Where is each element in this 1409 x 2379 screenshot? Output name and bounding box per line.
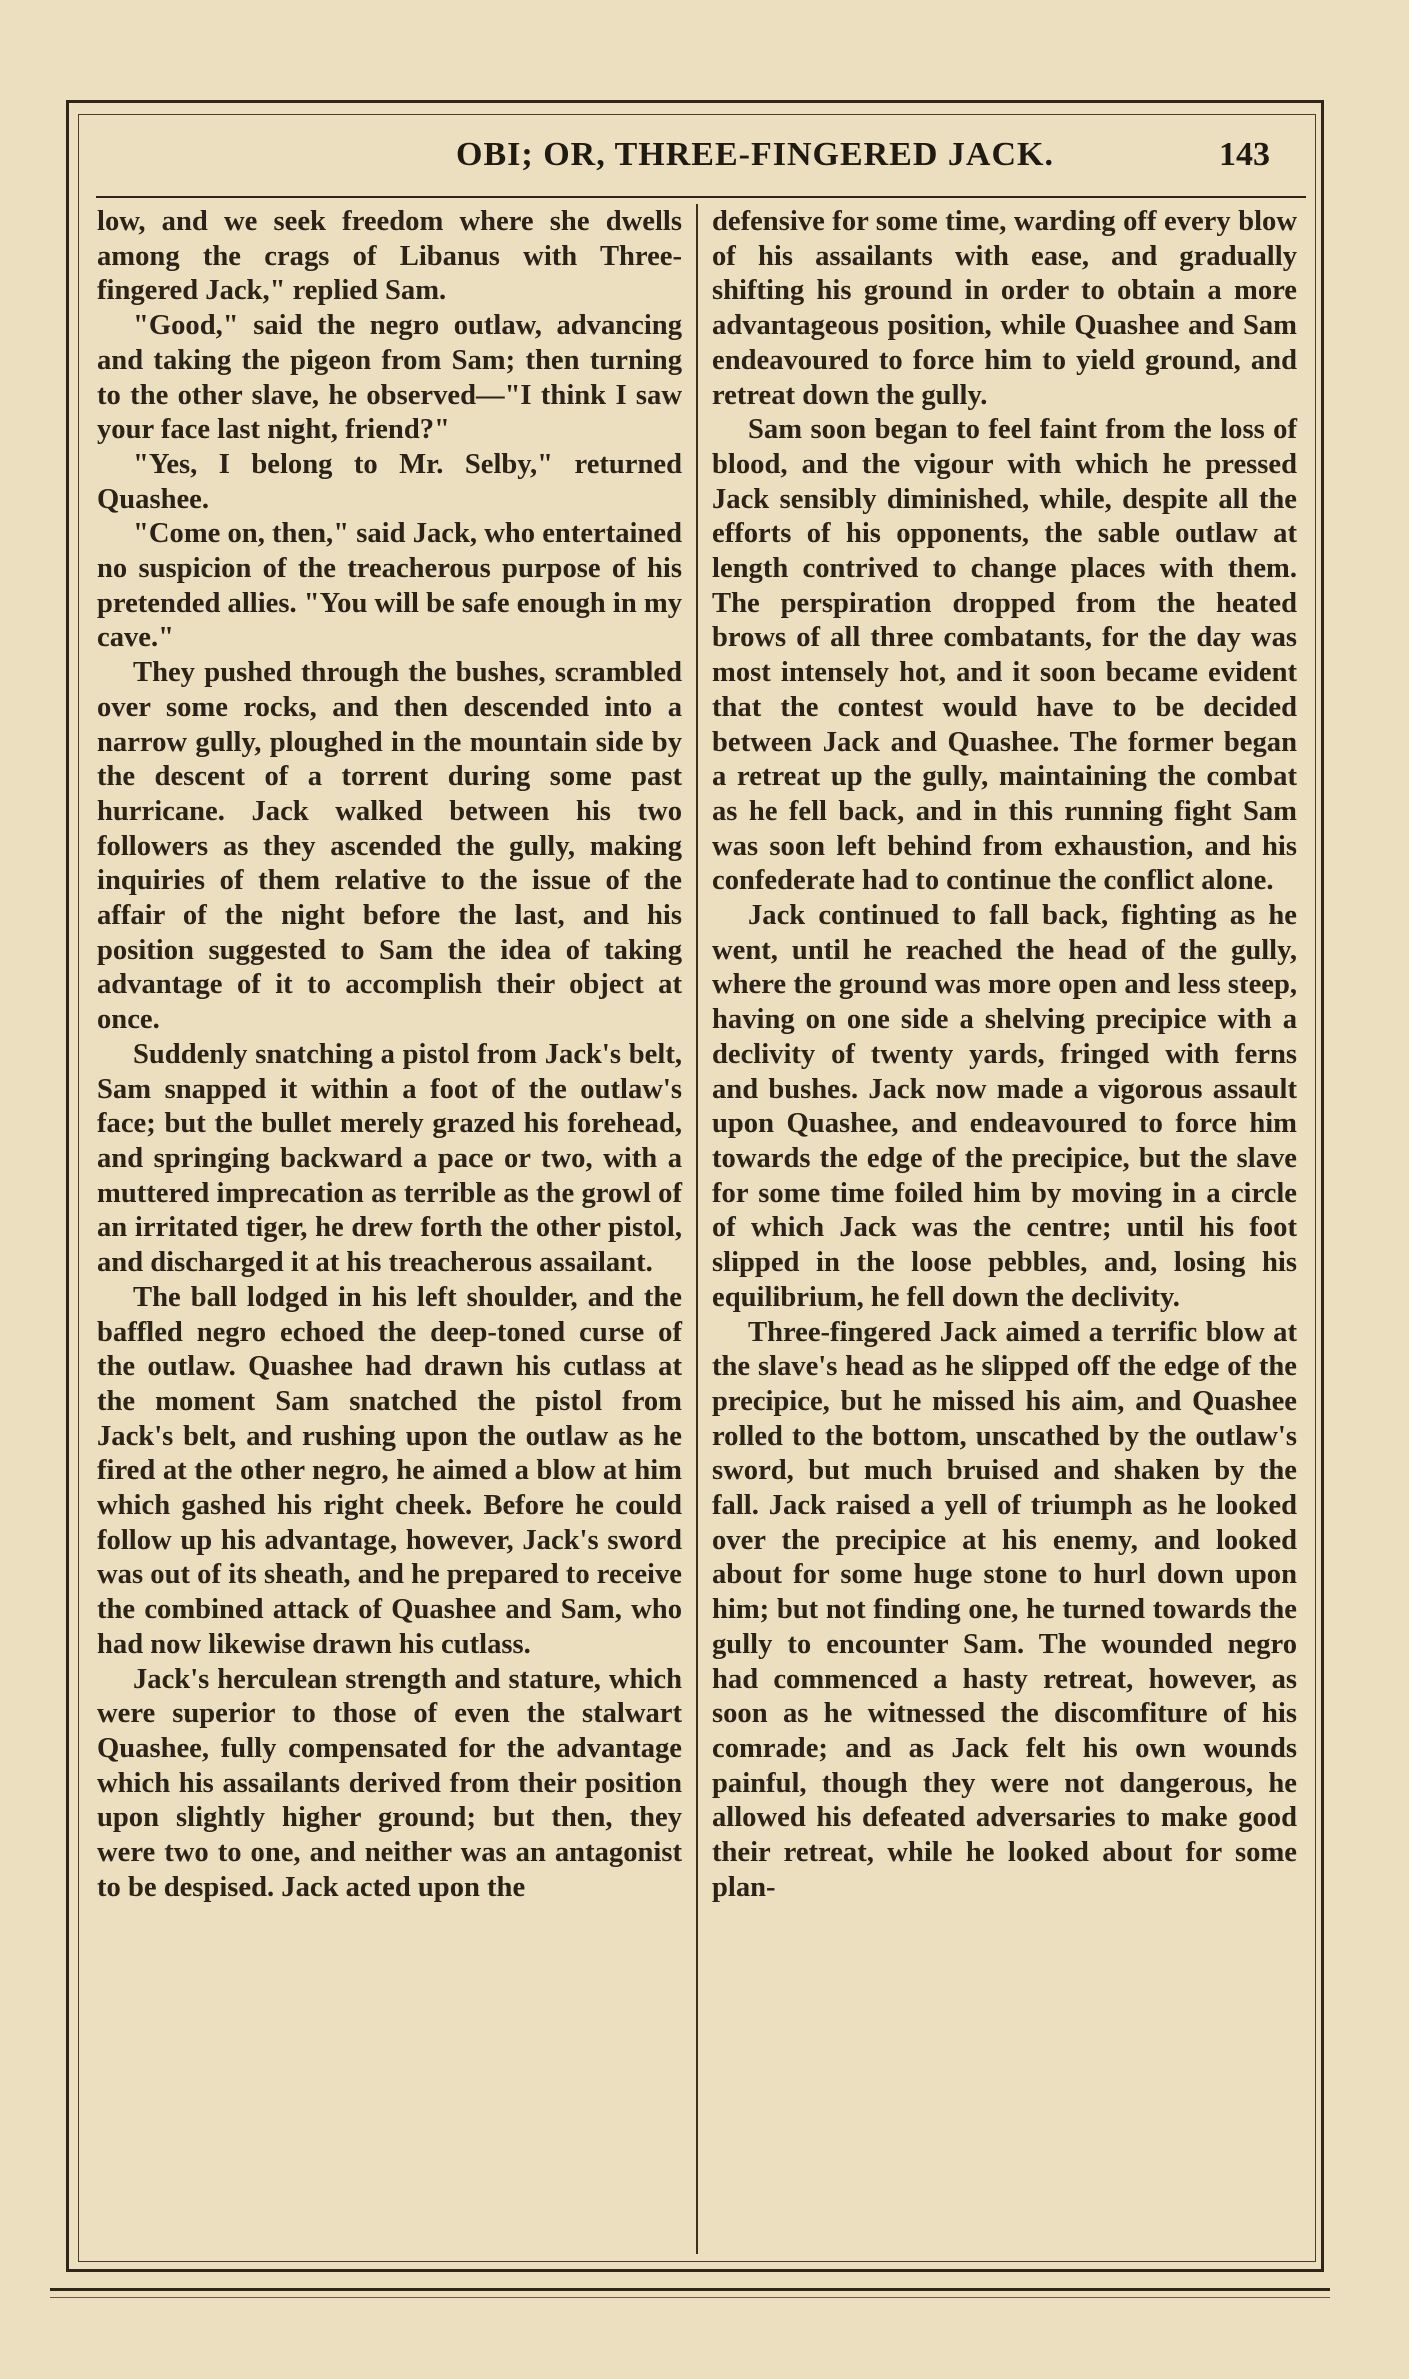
paragraph: Sam soon began to feel faint from the loss of blood, and the vigour with which he pressed Jack sensibly diminished, while, despite all the efforts of his opponents, the sable outlaw at length contrived to change places with them. The perspiration dropped from the heated brows of all three combatants, for the day was most intensely hot, and it soon became evident that the contest would have to be decided between Jack and Quashee. The former began a retreat up the gully, maintaining the combat as he fell back, and in this running fight Sam was soon left behind from exhaustion, and his confederate had to continue the conflict alone. bbox=[712, 414, 1297, 897]
paragraph: low, and we seek freedom where she dwells among the crags of Libanus with Three-fingered Jack," replied Sam. bbox=[97, 206, 682, 307]
paragraph: Three-fingered Jack aimed a terrific blow at the slave's head as he slipped off the edge of the precipice, but he missed his aim, and Quashee rolled to the bottom, unscathed by the outlaw's sword, but much bruised and shaken by the fall. Jack raised a yell of triumph as he looked over the precipice at his enemy, and looked about for some huge stone to hurl down upon him; but not finding one, he turned towards the gully to encounter Sam. The wounded negro had commenced a hasty retreat, however, as soon as he witnessed the discomfiture of his comrade; and as Jack felt his own wounds painful, though they were not dangerous, he allowed his defeated adversaries to make good their retreat, while he looked about for some plan- bbox=[712, 1316, 1297, 1903]
paragraph: Jack continued to fall back, fighting as he went, until he reached the head of the gully, where the ground was more open and less steep, having on one side a shelving precipice with a declivity of twenty yards, fringed with ferns and bushes. Jack now made a vigorous assault upon Quashee, and endeavoured to force him towards the edge of the precipice, but the slave for some time foiled him by moving in a circle of which Jack was the centre; until his foot slipped in the loose pebbles, and, losing his equilibrium, he fell down the declivity. bbox=[712, 900, 1297, 1313]
paragraph: "Come on, then," said Jack, who entertained no suspicion of the treacherous purpose of his pretended allies. "You will be safe enough in my cave." bbox=[97, 518, 682, 654]
bottom-rule-thin bbox=[50, 2297, 1330, 2298]
column-divider bbox=[696, 204, 698, 2254]
paragraph: The ball lodged in his left shoulder, and the baffled negro echoed the deep-toned curse of the outlaw. Quashee had drawn his cutlass at the moment Sam snatched the pistol from Jack's belt, and rushing upon the outlaw as he fired at the other negro, he aimed a blow at him which gashed his right cheek. Before he could follow up his advantage, however, Jack's sword was out of its sheath, and he prepared to receive the combined attack of Quashee and Sam, who had now likewise drawn his cutlass. bbox=[97, 1281, 682, 1660]
page-number: 143 bbox=[1219, 136, 1270, 173]
paragraph: Suddenly snatching a pistol from Jack's belt, Sam snapped it within a foot of the outlaw's face; but the bullet merely grazed his forehead, and springing backward a pace or two, with a muttered imprecation as terrible as the growl of an irritated tiger, he drew forth the other pistol, and discharged it at his treacherous assailant. bbox=[97, 1038, 682, 1279]
paragraph: "Good," said the negro outlaw, advancing and taking the pigeon from Sam; then turning to the other slave, he observed—"I think I saw your face last night, friend?" bbox=[97, 310, 682, 446]
paragraph: "Yes, I belong to Mr. Selby," returned Quashee. bbox=[97, 448, 682, 515]
left-column bbox=[97, 205, 682, 1905]
right-column bbox=[712, 205, 1297, 1905]
page-header bbox=[100, 130, 1300, 190]
running-title: OBI; OR, THREE-FINGERED JACK. bbox=[456, 136, 1054, 173]
bottom-rule bbox=[50, 2288, 1330, 2291]
paragraph: They pushed through the bushes, scrambled over some rocks, and then descended into a narrow gully, ploughed in the mountain side by the descent of a torrent during some past hurricane. Jack walked between his two followers as they ascended the gully, making inquiries of them relative to the issue of the affair of the night before the last, and his position suggested to Sam the idea of taking advantage of it to accomplish their object at once. bbox=[97, 657, 682, 1036]
header-rule bbox=[96, 196, 1306, 198]
paragraph: defensive for some time, warding off every blow of his assailants with ease, and gradually shifting his ground in order to obtain a more advantageous position, while Quashee and Sam endeavoured to force him to yield ground, and retreat down the gully. bbox=[712, 206, 1297, 411]
paragraph: Jack's herculean strength and stature, which were superior to those of even the stalwart Quashee, fully compensated for the advantage which his assailants derived from their position upon slightly higher ground; but then, they were two to one, and neither was an antagonist to be despised. Jack acted upon the bbox=[97, 1663, 682, 1903]
